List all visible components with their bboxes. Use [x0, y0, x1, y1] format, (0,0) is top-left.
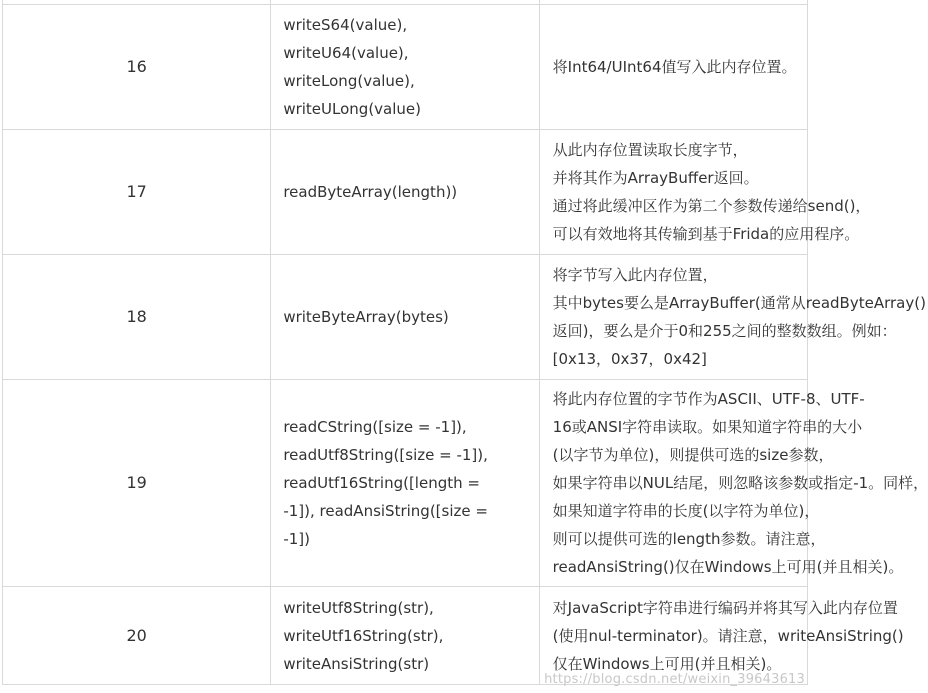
method-line: writeLong(value),: [283, 72, 415, 90]
method-line: writeByteArray(bytes): [283, 308, 449, 326]
description-line: 则可以提供可选的length参数。请注意，: [552, 530, 826, 548]
method-line: writeUtf8String(str),: [283, 598, 434, 617]
method-cell: [271, 587, 539, 685]
method-line: readByteArray(length)): [283, 183, 458, 201]
description-line: 可以有效地将其传输到基于Frida的应用程序。: [552, 225, 860, 243]
method-line: writeAnsiString(str): [283, 654, 430, 673]
description-line: (以字节为单位)，则提供可选的size参数，: [552, 446, 834, 464]
description-line: [0x13，0x37，0x42]: [552, 350, 707, 368]
description-line: 将字节写入此内存位置，: [552, 266, 718, 284]
description-cell: [539, 255, 926, 380]
description-line: 将此内存位置的字节作为ASCII、UTF-8、UTF-: [552, 390, 865, 408]
api-table: [2, 0, 928, 685]
description-line: 对JavaScript字符串进行编码并将其写入此内存位置: [552, 598, 898, 617]
row-number: 20: [3, 587, 271, 685]
method-line: -1]), readAnsiString([size =: [283, 502, 488, 520]
table-row: [3, 255, 808, 380]
description-line: 并将其作为ArrayBuffer返回。: [552, 169, 759, 187]
description-cell: [539, 380, 928, 587]
method-line: -1]): [283, 530, 310, 548]
table-row: [3, 380, 808, 587]
row-number: 19: [3, 380, 271, 587]
method-line: writeS64(value),: [283, 16, 408, 34]
row-number: 16: [3, 5, 271, 130]
watermark-text: https://blog.csdn.net/weixin_39643613: [544, 672, 805, 687]
description-cell: [539, 587, 904, 685]
method-cell: [271, 5, 539, 130]
method-line: readCString([size = -1]),: [283, 418, 467, 436]
method-line: readUtf16String([length =: [283, 474, 480, 492]
description-line: 返回)，要么是介于0和255之间的整数数组。例如：: [552, 322, 897, 340]
description-line: 其中bytes要么是ArrayBuffer(通常从readByteArray(): [552, 294, 926, 312]
description-line: 将Int64/UInt64值写入此内存位置。: [552, 58, 797, 76]
table-row: [3, 587, 808, 685]
description-line: 如果字符串以NUL结尾，则忽略该参数或指定-1。同样，: [552, 474, 928, 492]
description-cell: [539, 130, 871, 255]
method-line: readUtf8String([size = -1]),: [283, 446, 488, 464]
table-row: [3, 5, 808, 130]
description-line: 如果知道字符串的长度(以字符为单位)，: [552, 502, 820, 520]
description-line: 通过将此缓冲区作为第二个参数传递给send()，: [552, 197, 871, 215]
description-line: 从此内存位置读取长度字节，: [552, 141, 748, 159]
method-cell: [271, 130, 539, 255]
table-row: [3, 130, 808, 255]
description-line: readAnsiString()仅在Windows上可用(并且相关)。: [552, 558, 904, 576]
method-line: writeU64(value),: [283, 44, 409, 62]
description-line: 16或ANSI字符串读取。如果知道字符串的大小: [552, 418, 863, 436]
row-number: 17: [3, 130, 271, 255]
description-line: 仅在Windows上可用(并且相关)。: [552, 654, 782, 673]
method-cell: [271, 380, 539, 587]
method-line: writeULong(value): [283, 100, 421, 118]
method-line: writeUtf16String(str),: [283, 626, 444, 645]
description-cell: [539, 5, 807, 130]
row-number: 18: [3, 255, 271, 380]
description-line: (使用nul-terminator)。请注意，writeAnsiString(): [552, 626, 904, 645]
method-cell: [271, 255, 539, 380]
